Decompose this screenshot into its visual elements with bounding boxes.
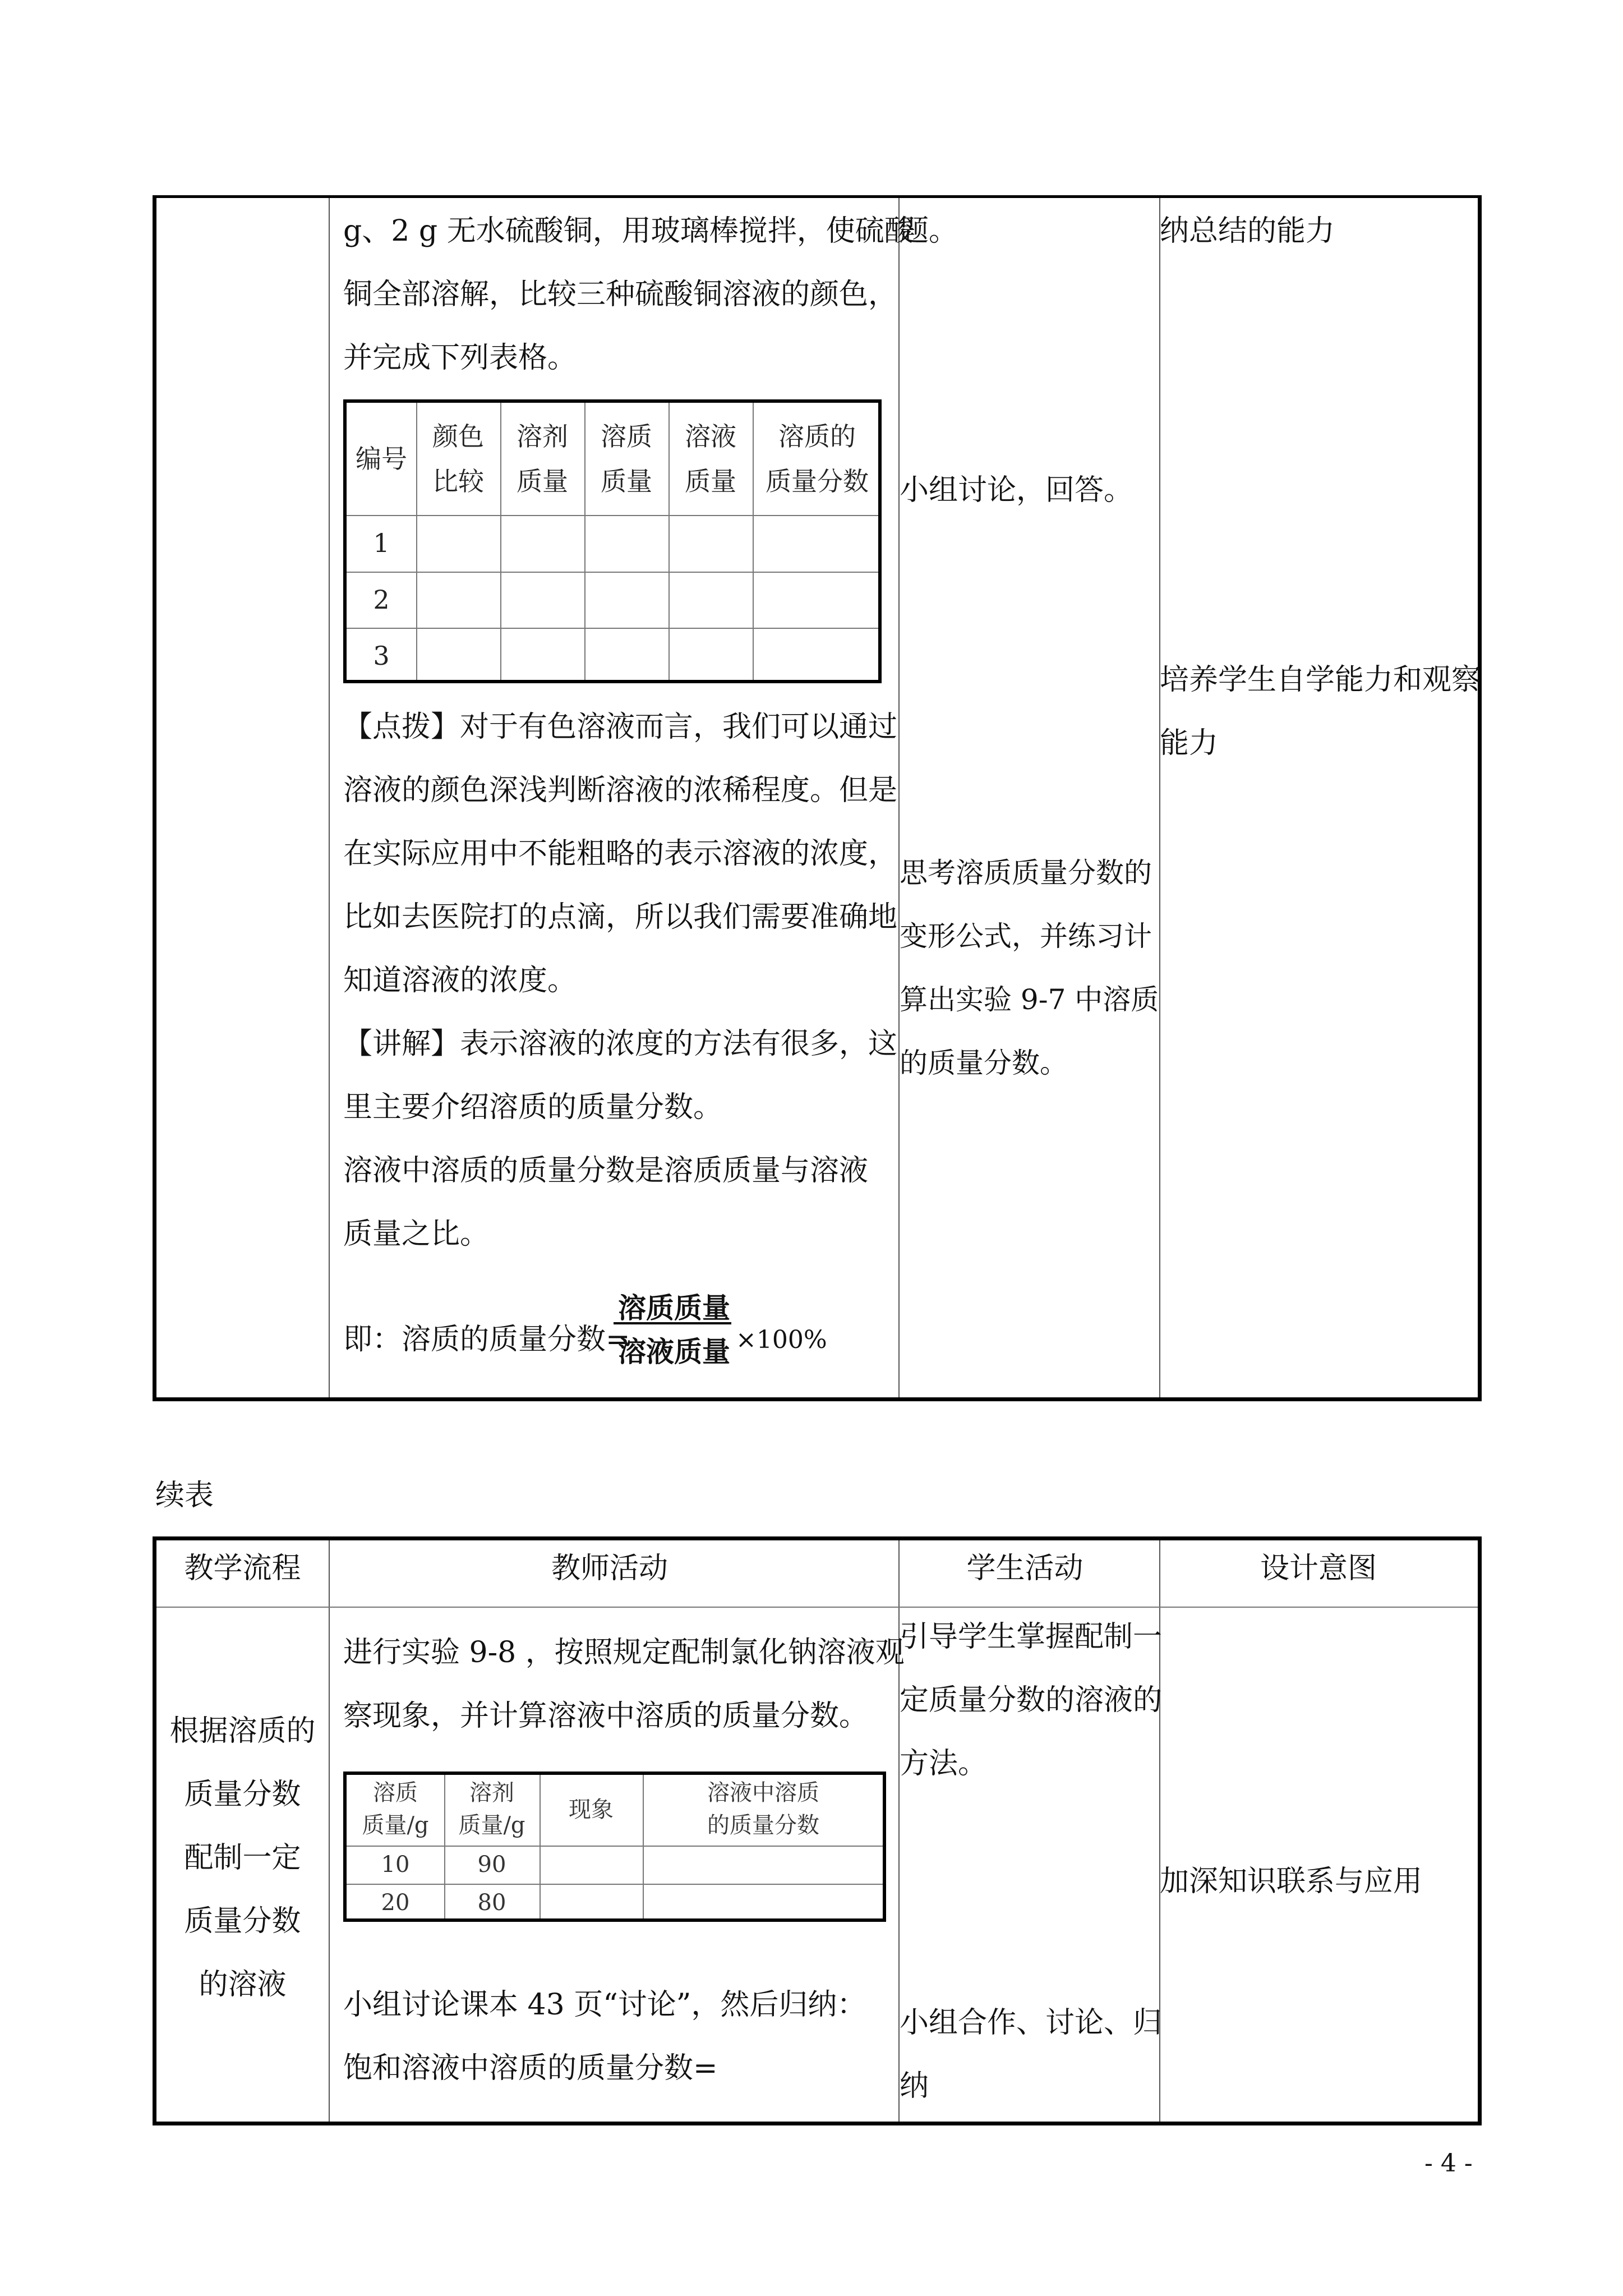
row-number: 1 bbox=[373, 528, 390, 558]
table-cell: 80 bbox=[477, 1890, 506, 1916]
header-cell: 溶质 bbox=[601, 421, 652, 452]
page-number: - 4 - bbox=[1424, 2149, 1473, 2178]
header-cell: 质量/g bbox=[458, 1812, 525, 1838]
formula-denominator: 溶液质量 bbox=[618, 1336, 730, 1368]
header-cell: 溶质 bbox=[373, 1780, 418, 1806]
header-design-intent: 设计意图 bbox=[1260, 1552, 1377, 1585]
header-cell: 溶剂 bbox=[517, 421, 568, 452]
design-intent-text: 加深知识联系与应用 bbox=[1160, 1865, 1423, 1898]
table-cell: 10 bbox=[381, 1852, 410, 1878]
student-activity-text: 小组合作、讨论、归 纳 bbox=[900, 2006, 1163, 2103]
design-intent-text: 纳总结的能力 bbox=[1160, 214, 1335, 248]
header-cell: 比较 bbox=[432, 466, 484, 496]
teaching-flow-text: 根据溶质的 质量分数 配制一定 质量分数 的溶液 bbox=[169, 1714, 316, 2001]
column-divider bbox=[1159, 198, 1160, 1397]
header-cell: 质量 bbox=[517, 466, 568, 496]
header-cell: 溶液 bbox=[685, 421, 736, 452]
formula-numerator: 溶质质量 bbox=[618, 1292, 730, 1324]
table-cell: 90 bbox=[477, 1852, 506, 1878]
teacher-explanation-text: 【点拨】对于有色溶液而言，我们可以通过 溶液的颜色深浅判断溶液的浓稀程度。但是 在实际应用中不能粗略的表示溶液的浓度， 比如去医院打的点滴，所以我们需要准确地 知道溶液的浓度。 【讲解】表示溶液的浓度的方法有很多，这 里主要介绍溶质的质量分数。 溶液中溶质的质量分数是溶质质量与溶液 质量之比。 bbox=[343, 710, 898, 1251]
header-cell: 现象 bbox=[569, 1797, 614, 1823]
row-number: 2 bbox=[373, 585, 390, 615]
table-cell: 20 bbox=[381, 1890, 410, 1916]
header-teaching-flow: 教学流程 bbox=[184, 1552, 301, 1585]
teacher-activity-text: g、2 g 无水硫酸铜，用玻璃棒搅拌，使硫酸 铜全部溶解，比较三种硫酸铜溶液的颜色， 并完成下列表格。 bbox=[343, 214, 914, 375]
header-cell: 质量 bbox=[685, 466, 736, 496]
header-cell: 质量分数 bbox=[766, 466, 869, 496]
header-cell: 质量/g bbox=[362, 1812, 429, 1838]
student-activity-text: 引导学生掌握配制一 定质量分数的溶液的 方法。 bbox=[900, 1620, 1163, 1780]
header-cell: 溶质的 bbox=[778, 421, 856, 452]
teacher-activity-text: 小组讨论课本 43 页“讨论”，然后归纳： 饱和溶液中溶质的质量分数= bbox=[343, 1988, 866, 2085]
formula-suffix: ×100% bbox=[736, 1326, 827, 1354]
formula-prefix: 即：溶质的质量分数= bbox=[343, 1323, 630, 1356]
header-cell: 颜色 bbox=[432, 421, 484, 452]
student-activity-text: 题。 bbox=[900, 214, 958, 248]
copper-sulfate-table bbox=[343, 399, 882, 683]
fraction-bar bbox=[614, 1322, 731, 1324]
header-student-activity: 学生活动 bbox=[966, 1552, 1083, 1585]
sodium-chloride-table bbox=[343, 1772, 886, 1922]
header-cell: 的质量分数 bbox=[707, 1812, 819, 1838]
student-activity-text: 思考溶质质量分数的 变形公式，并练习计 算出实验 9-7 中溶质 的质量分数。 bbox=[900, 857, 1159, 1079]
student-activity-text: 小组讨论，回答。 bbox=[900, 473, 1133, 507]
header-cell: 溶剂 bbox=[469, 1780, 514, 1806]
header-cell: 编号 bbox=[356, 444, 407, 474]
design-intent-text: 培养学生自学能力和观察 能力 bbox=[1160, 663, 1481, 760]
header-cell: 质量 bbox=[601, 466, 652, 496]
column-divider bbox=[329, 198, 330, 1397]
header-teacher-activity: 教师活动 bbox=[551, 1552, 668, 1585]
row-number: 3 bbox=[373, 641, 390, 671]
continued-label: 续表 bbox=[155, 1479, 214, 1512]
column-divider bbox=[329, 1540, 330, 2122]
header-cell: 溶液中溶质 bbox=[707, 1780, 819, 1806]
teacher-activity-text: 进行实验 9-8 ，按照规定配制氯化钠溶液观 察现象，并计算溶液中溶质的质量分数。 bbox=[343, 1636, 905, 1733]
header-divider bbox=[156, 1607, 1478, 1608]
